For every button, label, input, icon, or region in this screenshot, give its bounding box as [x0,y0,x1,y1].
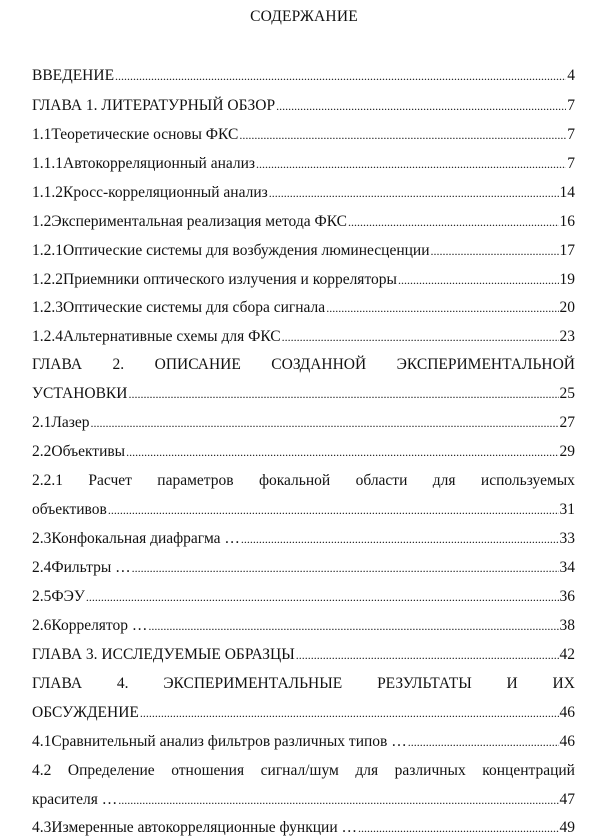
toc-entry-label: ГЛАВА 3. ИССЛЕДУЕМЫЕ ОБРАЗЦЫ [32,646,295,663]
toc-entry-1-2[interactable] [32,212,575,232]
toc-entry-label: объективов [32,501,107,518]
dot-leader [239,125,566,145]
dot-leader [276,96,566,116]
dot-leader [118,790,558,810]
toc-word: Расчет [88,472,132,489]
toc-word: концентраций [482,762,575,779]
toc-entry-1-2-3[interactable] [32,298,575,318]
toc-entry-number: 1.1.2 [32,184,63,201]
toc-entry-label: Экспериментальная реализация метода ФКС [51,213,347,230]
dot-leader [348,212,559,232]
toc-word: ИХ [552,675,575,692]
toc-entry-page: 46 [559,733,575,750]
toc-entry-page: 16 [559,213,575,230]
toc-entry-number: 1.1 [32,126,52,143]
toc-entry-4-2-line-2[interactable] [32,790,575,810]
toc-entry-page: 42 [559,646,575,663]
toc-word: И [506,675,518,692]
toc-entry-chapter-2-line-1[interactable] [32,355,575,375]
toc-word: ОПИСАНИЕ [154,356,241,373]
toc-entry-number: 1.2.1 [32,242,63,259]
toc-entry-page: 47 [559,791,575,808]
toc-entry-label: Коррелятор … [51,617,148,634]
toc-entry-1-1[interactable] [32,125,575,145]
toc-entry-page: 34 [559,559,575,576]
toc-word: 2.2.1 [32,472,63,489]
dot-leader [128,384,558,404]
toc-entry-page: 31 [559,501,575,518]
dot-leader [140,703,559,723]
toc-entry-page: 7 [567,155,575,172]
toc-word: ГЛАВА [32,356,83,373]
toc-entry-page: 25 [559,385,575,402]
toc-entry-1-2-2[interactable] [32,270,575,290]
toc-entry-label: УСТАНОВКИ [32,385,128,402]
toc-entry-4-3[interactable] [32,818,575,838]
toc-entry-1-2-1[interactable] [32,241,575,261]
dot-leader [269,183,559,203]
toc-word: 2. [112,356,125,373]
toc-entry-page: 23 [559,328,575,345]
toc-entry-label: Автокорреляционный анализ [63,155,256,172]
toc-entry-page: 33 [559,530,575,547]
toc-word: параметров [157,472,234,489]
toc-entry-page: 19 [559,271,575,288]
dot-leader [358,818,558,838]
toc-entry-chapter-3[interactable] [32,645,575,665]
toc-entry-label: Измеренные автокорреляционные функции … [51,819,358,836]
toc-word: Определение [67,762,155,779]
toc-entry-label: Оптические системы для сбора сигнала [63,299,326,316]
dot-leader [282,327,559,347]
toc-entry-page: 4 [567,67,575,84]
dot-leader [126,442,558,462]
toc-entry-chapter-4-line-2[interactable] [32,703,575,723]
toc-entry-number: 1.2.3 [32,299,63,316]
toc-entry-2-3[interactable] [32,529,575,549]
toc-word: 4. [116,675,129,692]
toc-entry-label: Приемники оптического излучения и корреляторы [63,271,397,288]
toc-entry-1-1-2[interactable] [32,183,575,203]
toc-entry-number: 2.6 [32,617,52,634]
dot-leader [91,413,559,433]
toc-word: области [355,472,408,489]
toc-word: отношения [171,762,245,779]
toc-entry-page: 46 [559,704,575,721]
toc-entry-2-5[interactable] [32,587,575,607]
toc-entry-label: Сравнительный анализ фильтров различных типов … [51,733,407,750]
toc-entry-number: 2.2 [32,443,52,460]
toc-entry-number: 4.1 [32,733,52,750]
toc-entry-4-1[interactable] [32,732,575,752]
toc-word: для [355,762,379,779]
toc-word: РЕЗУЛЬТАТЫ [377,675,472,692]
dot-leader [148,616,558,636]
toc-entry-chapter-1[interactable] [32,96,575,116]
toc-entry-label: Альтернативные схемы для ФКС [63,328,281,345]
toc-entry-label: Оптические системы для возбуждения люминесценции [63,242,430,259]
toc-title: СОДЕРЖАНИЕ [250,8,358,25]
toc-word: ЭКСПЕРИМЕНТАЛЬНЫЕ [163,675,343,692]
toc-entry-page: 36 [559,588,575,605]
dot-leader [296,645,559,665]
toc-entry-page: 14 [559,184,575,201]
toc-entry-1-1-1[interactable] [32,154,575,174]
toc-entry-page: 17 [559,242,575,259]
toc-entry-label: Объективы [51,443,126,460]
dot-leader [108,500,559,520]
dot-leader [398,270,559,290]
toc-entry-label: Теоретические основы ФКС [51,126,239,143]
toc-entry-number: 1.2 [32,213,52,230]
toc-entry-label: ОБСУЖДЕНИЕ [32,704,139,721]
dot-leader [431,241,559,261]
toc-entry-label: ФЭУ [51,588,85,605]
toc-entry-number: 2.3 [32,530,52,547]
toc-entry-page: 38 [559,617,575,634]
toc-word: 4.2 [32,762,52,779]
toc-entry-number: 1.1.1 [32,155,63,172]
toc-entry-number: 1.2.2 [32,271,63,288]
toc-entry-label: Фильтры … [51,559,131,576]
toc-entry-2-2[interactable] [32,442,575,462]
dot-leader [115,66,566,86]
dot-leader [408,732,559,752]
dot-leader [256,154,566,174]
toc-entry-2-4[interactable] [32,558,575,578]
toc-entry-label: ГЛАВА 1. ЛИТЕРАТУРНЫЙ ОБЗОР [32,97,276,114]
dot-leader [86,587,559,607]
dot-leader [132,558,559,578]
toc-word: сигнал/шум [260,762,339,779]
toc-entry-page: 29 [559,443,575,460]
toc-word: ЭКСПЕРИМЕНТАЛЬНОЙ [396,356,575,373]
toc-entry-page: 27 [559,414,575,431]
toc-entry-label: красителя … [32,791,118,808]
toc-entry-number: 2.1 [32,414,52,431]
toc-entry-label: Конфокальная диафрагма … [51,530,240,547]
toc-entry-number: 2.5 [32,588,52,605]
toc-entry-page: 20 [559,299,575,316]
toc-entry-number: 4.3 [32,819,52,836]
toc-word: фокальной [258,472,331,489]
toc-entry-label: Лазер [51,414,90,431]
toc-entry-label: ВВЕДЕНИЕ [32,67,115,84]
toc-entry-chapter-2-line-2[interactable] [32,384,575,404]
toc-word: для [432,472,456,489]
toc-entry-page: 49 [559,819,575,836]
toc-entry-chapter-4-line-1[interactable] [32,674,575,694]
toc-word: используемых [480,472,575,489]
toc-entry-page: 7 [567,97,575,114]
toc-entry-2-2-1-line-2[interactable] [32,500,575,520]
toc-entry-page: 7 [567,126,575,143]
toc-word: различных [394,762,466,779]
toc-entry-number: 2.4 [32,559,52,576]
toc-entry-4-2-line-1[interactable] [32,761,575,781]
toc-entry-introduction[interactable] [32,66,575,86]
dot-leader [326,298,558,318]
dot-leader [241,529,559,549]
toc-entry-2-1[interactable] [32,413,575,433]
toc-entry-label: Кросс-корреляционный анализ [63,184,268,201]
toc-word: ГЛАВА [32,675,83,692]
toc-word: СОЗДАННОЙ [271,356,367,373]
toc-entry-2-6[interactable] [32,616,575,636]
toc-entry-number: 1.2.4 [32,328,63,345]
toc-entry-1-2-4[interactable] [32,327,575,347]
toc-entry-2-2-1-line-1[interactable] [32,471,575,491]
